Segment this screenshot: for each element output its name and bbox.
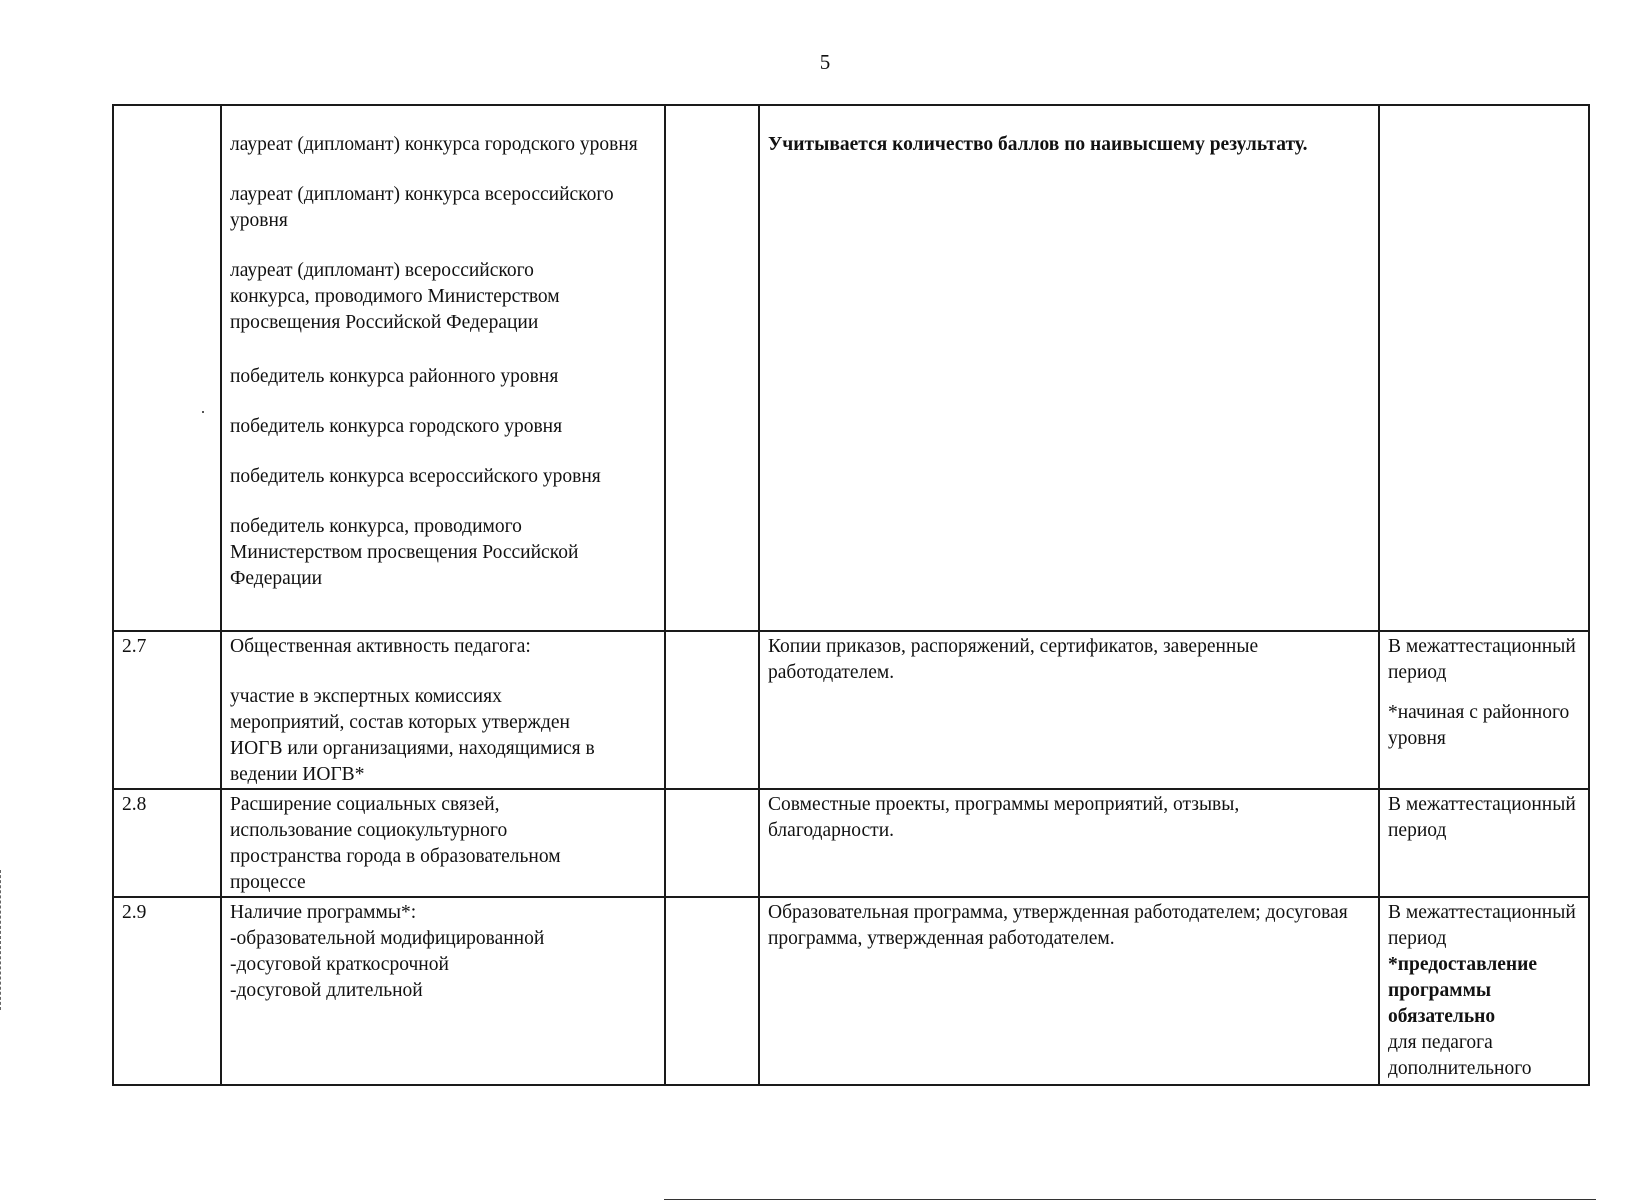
points-cell <box>665 789 759 897</box>
criteria-item: лауреат (дипломант) конкурса городского уровня <box>230 134 638 155</box>
row-number-cell <box>113 105 221 631</box>
period-note-bold: *предоставление программы обязательно <box>1388 954 1538 1027</box>
period-note: *начиная с районного уровня <box>1388 702 1570 749</box>
criteria-item: победитель конкурса районного уровня <box>230 366 559 387</box>
documents-cell: Копии приказов, распоряжений, сертификатов, заверенные работодателем. <box>759 631 1379 789</box>
documents-text: Учитывается количество баллов по наивысшему результату. <box>768 134 1308 155</box>
criteria-line: -досуговой краткосрочной <box>230 954 449 975</box>
criteria-cell: Расширение социальных связей, использование социокультурного пространства города в образовательном процессе <box>221 789 665 897</box>
criteria-item: победитель конкурса, проводимого Министерством просвещения Российской Федерации <box>230 516 579 589</box>
points-cell <box>665 897 759 1085</box>
criteria-line: -досуговой длительной <box>230 980 423 1001</box>
row-number-cell: 2.7 <box>113 631 221 789</box>
documents-cell: Совместные проекты, программы мероприятий, отзывы, благодарности. <box>759 789 1379 897</box>
period-cell <box>1379 631 1589 789</box>
table-row-2-9 <box>113 897 1589 1085</box>
criteria-table <box>112 104 1590 1086</box>
period-note: для педагога дополнительного <box>1388 1032 1532 1079</box>
table-row-continuation <box>113 105 1589 631</box>
period-cell: В межаттестационный период <box>1379 789 1589 897</box>
row-number-cell: 2.8 <box>113 789 221 897</box>
table-row-2-7 <box>113 631 1589 789</box>
criteria-title: Общественная активность педагога: <box>230 636 531 657</box>
row-number-cell: 2.9 <box>113 897 221 1085</box>
criteria-line: Наличие программы*: <box>230 902 417 923</box>
criteria-item: победитель конкурса городского уровня <box>230 416 563 437</box>
documents-cell <box>759 105 1379 631</box>
period-text: В межаттестационный период <box>1388 636 1576 683</box>
page-number: 5 <box>819 50 831 74</box>
documents-cell: Образовательная программа, утвержденная работодателем; досуговая программа, утвержденная работодателем. <box>759 897 1379 1085</box>
criteria-cell <box>221 631 665 789</box>
criteria-cell <box>221 897 665 1085</box>
period-cell <box>1379 105 1589 631</box>
criteria-item: победитель конкурса всероссийского уровня <box>230 466 601 487</box>
scan-edge-marks <box>0 870 4 1010</box>
criteria-cell <box>221 105 665 631</box>
points-cell <box>665 631 759 789</box>
scan-speck <box>202 411 204 413</box>
points-cell <box>665 105 759 631</box>
criteria-line: -образовательной модифицированной <box>230 928 545 949</box>
criteria-item: лауреат (дипломант) всероссийского конкурса, проводимого Министерством просвещения Российской Федерации <box>230 260 560 333</box>
table-row-2-8 <box>113 789 1589 897</box>
period-cell <box>1379 897 1589 1085</box>
criteria-detail: участие в экспертных комиссиях мероприятий, состав которых утвержден ИОГВ или организациями, находящимися в ведении ИОГВ* <box>230 686 595 785</box>
criteria-item: лауреат (дипломант) конкурса всероссийского уровня <box>230 184 614 231</box>
period-text: В межаттестационный период <box>1388 902 1576 949</box>
